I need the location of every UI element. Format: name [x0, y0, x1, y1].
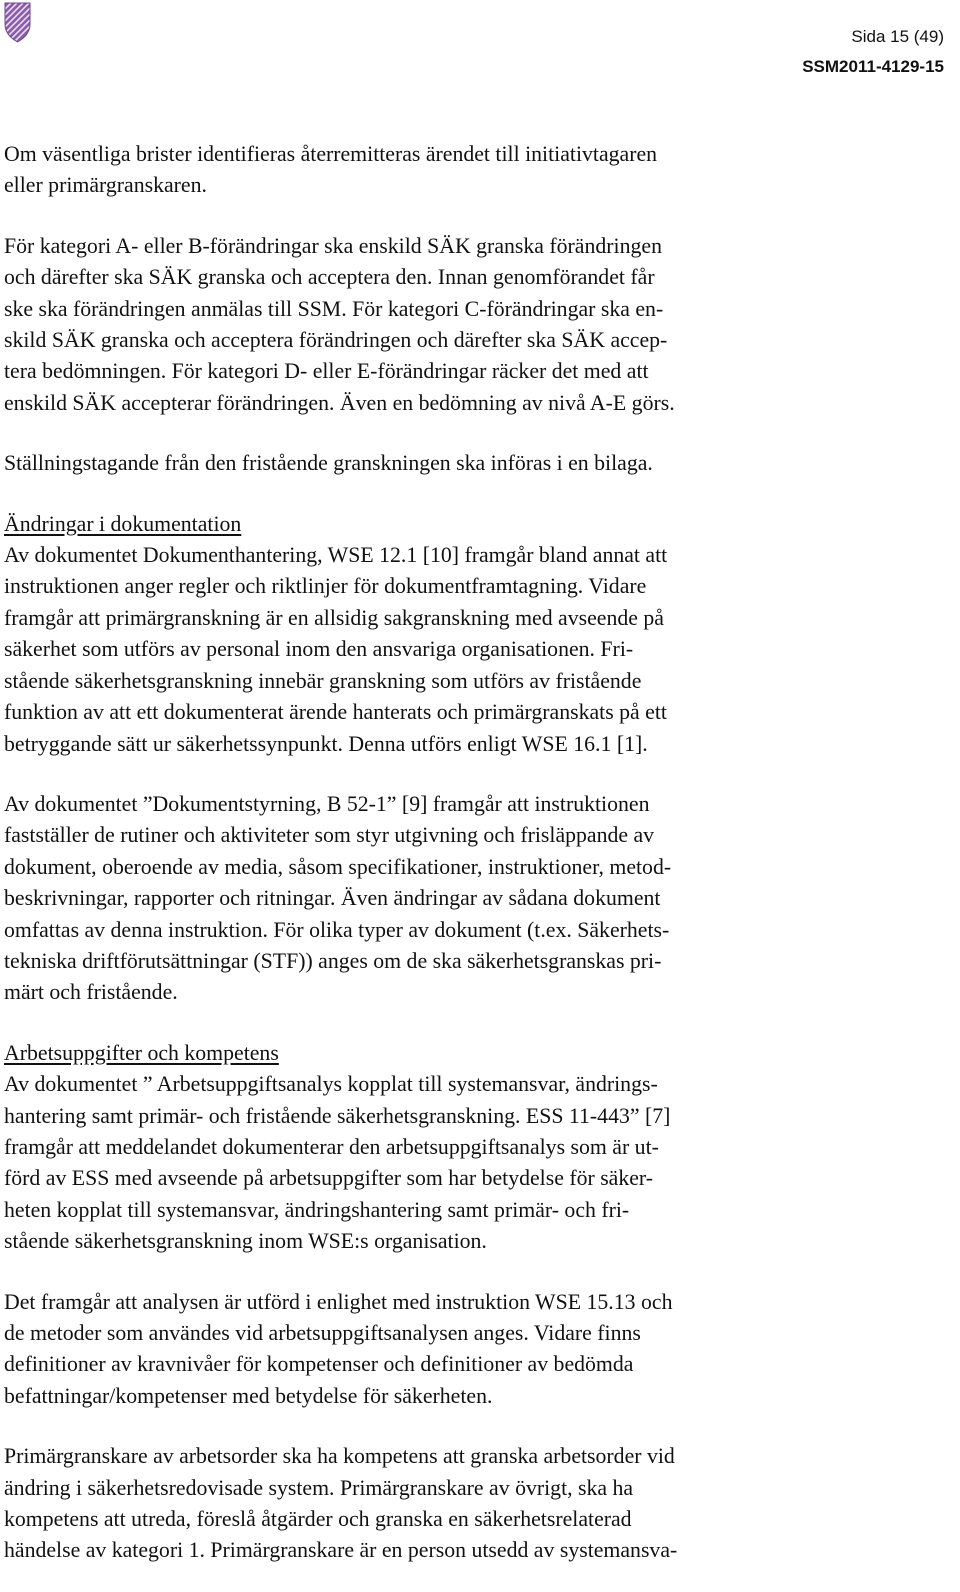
text-line: stående säkerhetsgranskning inom WSE:s organisation. [4, 1229, 487, 1254]
text-line: definitioner av kravnivåer för kompetenser och definitioner av bedömda [4, 1352, 634, 1377]
text-line: enskild SÄK accepterar förändringen. Även en bedömning av nivå A-E görs. [4, 390, 675, 415]
text-line: ändring i säkerhetsredovisade system. Primärgranskare av övrigt, ska ha [4, 1475, 634, 1500]
text-line: hantering samt primär- och fristående säkerhetsgranskning. ESS 11-443” [7] [4, 1103, 671, 1128]
text-line: eller primärgranskaren. [4, 173, 207, 198]
text-line: händelse av kategori 1. Primärgranskare är en person utsedd av systemansva- [4, 1538, 678, 1563]
paragraph [4, 509, 944, 760]
text-line: fastställer de rutiner och aktiviteter som styr utgivning och frisläppande av [4, 823, 655, 848]
text-line: säkerhet som utförs av personal inom den ansvariga organisationen. Fri- [4, 637, 634, 662]
text-line: och därefter ska SÄK granska och acceptera den. Innan genomförandet får [4, 265, 655, 290]
section-heading: Ändringar i dokumentation [4, 511, 242, 536]
section-heading: Arbetsuppgifter och kompetens [4, 1040, 279, 1065]
text-line: Av dokumentet Dokumenthantering, WSE 12.1 [10] framgår bland annat att [4, 543, 668, 568]
paragraph [4, 789, 944, 1009]
text-line: Om väsentliga brister identifieras återremitteras ärendet till initiativtagaren [4, 142, 658, 166]
text-line: Ställningstagande från den fristående granskningen ska införas i en bilaga. [4, 451, 653, 476]
page-number: Sida 15 (49) [851, 27, 944, 46]
paragraph [4, 448, 944, 479]
text-line: märt och fristående. [4, 980, 178, 1005]
ssm-logo-icon [4, 2, 34, 44]
paragraph [4, 1441, 944, 1567]
text-line: befattningar/kompetenser med betydelse för säkerheten. [4, 1383, 493, 1408]
text-line: instruktionen anger regler och riktlinjer för dokumentframtagning. Vidare [4, 574, 647, 599]
text-line: förd av ESS med avseende på arbetsuppgifter som har betydelse för säker- [4, 1166, 654, 1191]
paragraph [4, 231, 944, 419]
text-line: Det framgår att analysen är utförd i enlighet med instruktion WSE 15.13 och [4, 1289, 673, 1314]
text-line: heten kopplat till systemansvar, ändringshantering samt primär- och fri- [4, 1197, 630, 1222]
paragraph [4, 139, 944, 202]
text-line: de metoder som användes vid arbetsuppgiftsanalysen anges. Vidare finns [4, 1321, 641, 1345]
text-line: Av dokumentet ”Dokumentstyrning, B 52-1” [9] framgår att instruktionen [4, 791, 650, 816]
paragraph [4, 1287, 944, 1413]
page-header [802, 22, 944, 82]
text-line: Av dokumentet ” Arbetsuppgiftsanalys kopplat till systemansvar, ändrings- [4, 1072, 658, 1097]
document-reference: SSM2011-4129-15 [802, 57, 944, 76]
text-line: dokument, oberoende av media, såsom specifikationer, instruktioner, metod- [4, 854, 672, 879]
text-line: framgår att primärgranskning är en allsidig sakgranskning med avseende på [4, 605, 664, 630]
text-line: tera bedömningen. För kategori D- eller E-förändringar räcker det med att [4, 359, 649, 384]
text-line: tekniska driftförutsättningar (STF)) anges om de ska säkerhetsgranskas pri- [4, 948, 662, 973]
text-line: funktion av att ett dokumenterat ärende hanterats och primärgranskats på ett [4, 700, 667, 725]
text-line: stående säkerhetsgranskning innebär granskning som utförs av fristående [4, 668, 642, 693]
text-line: För kategori A- eller B-förändringar ska enskild SÄK granska förändringen [4, 233, 662, 258]
text-line: ske ska förändringen anmälas till SSM. För kategori C-förändringar ska en- [4, 296, 664, 321]
text-line: beskrivningar, rapporter och ritningar. Även ändringar av sådana dokument [4, 886, 661, 911]
paragraph [4, 1038, 944, 1258]
text-line: kompetens att utreda, föreslå åtgärder och granska en säkerhetsrelaterad [4, 1507, 632, 1532]
text-line: betryggande sätt ur säkerhetssynpunkt. Denna utförs enligt WSE 16.1 [1]. [4, 731, 648, 756]
text-line: skild SÄK granska och acceptera förändringen och därefter ska SÄK accep- [4, 328, 668, 353]
text-line: Primärgranskare av arbetsorder ska ha kompetens att granska arbetsorder vid [4, 1444, 675, 1469]
text-line: framgår att meddelandet dokumenterar den arbetsuppgiftsanalys som är ut- [4, 1134, 659, 1159]
document-body [4, 139, 944, 1567]
text-line: omfattas av denna instruktion. För olika typer av dokument (t.ex. Säkerhets- [4, 917, 670, 942]
